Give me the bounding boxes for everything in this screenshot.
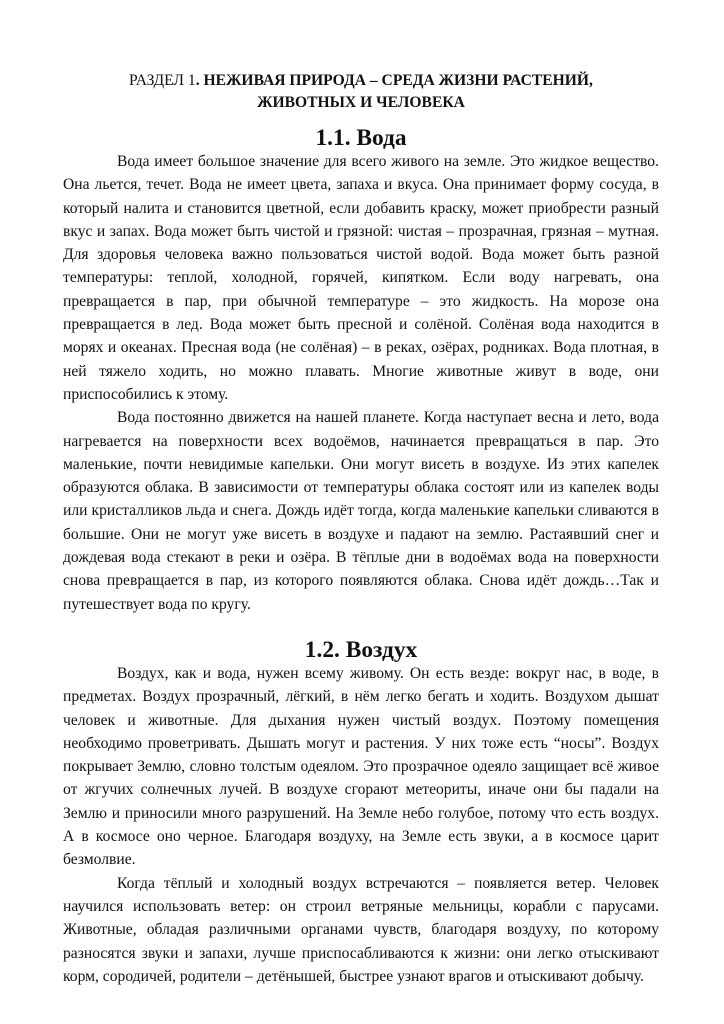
paragraph: Когда тёплый и холодный воздух встречаются – появляется ветер. Человек научился использовать ветер: он строил ветряные мельницы, корабли с парусами. Животные, обладая различными органами чувств, благодаря воздуху, по которому разносятся звуки и запахи, лучше приспосабливаются к жизни: они легко отыскивают корм, сородичей, родители – детёнышей, быстрее узнают врагов и отыскивают добычу.: [63, 874, 659, 985]
document-page: [63, 0, 659, 988]
section-heading: [63, 70, 659, 114]
subsection-title-air: 1.2. Воздух: [304, 636, 418, 663]
paragraph: Вода постоянно движется на нашей планете. Когда наступает весна и лето, вода нагревается на поверхности всех водоёмов, начинается превращаться в пар. Это маленькие, почти невидимые капельки. Они могут висеть в воздухе. Из этих капелек образуются облака. В зависимости от температуры облака состоят или из капелек воды или кристалликов льда и снега. Дождь идёт тогда, когда маленькие капельки сливаются в большие. Они не могут уже висеть в воздухе и падают на землю. Растаявший снег и дождевая вода стекают в реки и озёра. В тёплые дни в водоёмах вода на поверхности снова превращается в пар, из которого появляются облака. Снова идёт дождь…Так и путешествует вода по кругу.: [63, 409, 659, 613]
paragraph: Вода имеет большое значение для всего живого на земле. Это жидкое вещество. Она льется, течет. Вода не имеет цвета, запаха и вкуса. Она принимает форму сосуда, в который налита и становится цветной, если добавить краску, может приобрести разный вкус и запах. Вода может быть чистой и грязной: чистая – прозрачная, грязная – мутная. Для здоровья человека важно пользоваться чистой водой. Вода может быть разной температуры: теплой, холодной, горячей, кипятком. Если воду нагревать, она превращается в пар, при обычной температуре – это жидкость. На морозе она превращается в лед. Вода может быть пресной и солёной. Солёная вода находится в морях и океанах. Пресная вода (не солёная) – в реках, озёрах, родниках. Вода плотная, в ней тяжело ходить, но можно плавать. Многие животные живут в воде, они приспособились к этому.: [63, 153, 659, 403]
section-prefix: РАЗДЕЛ 1: [129, 72, 196, 89]
paragraph: Воздух, как и вода, нужен всему живому. Он есть везде: вокруг нас, в воде, в предметах. Воздух прозрачный, лёгкий, в нём легко бегать и ходить. Воздухом дышат человек и животные. Для дыхания нужен чистый воздух. Поэтому помещения необходимо проветривать. Дышать могут и растения. У них тоже есть “носы”. Воздух покрывает Землю, словно толстым одеялом. Это прозрачное одеяло защищает всё живое от жгучих солнечных лучей. В воздухе сгорают метеориты, иначе они бы падали на Землю и приносили много разрушений. На Земле небо голубое, потому что есть воздух. А в космосе оно черное. Благодаря воздуху, на Земле есть звуки, а в космосе царит безмолвие.: [63, 664, 659, 869]
subsection-title-water: 1.1. Вода: [315, 125, 407, 151]
section-title-line1: . НЕЖИВАЯ ПРИРОДА – СРЕДА ЖИЗНИ РАСТЕНИЙ,: [195, 72, 593, 89]
section-title-line2: ЖИВОТНЫХ И ЧЕЛОВЕКА: [257, 94, 465, 111]
